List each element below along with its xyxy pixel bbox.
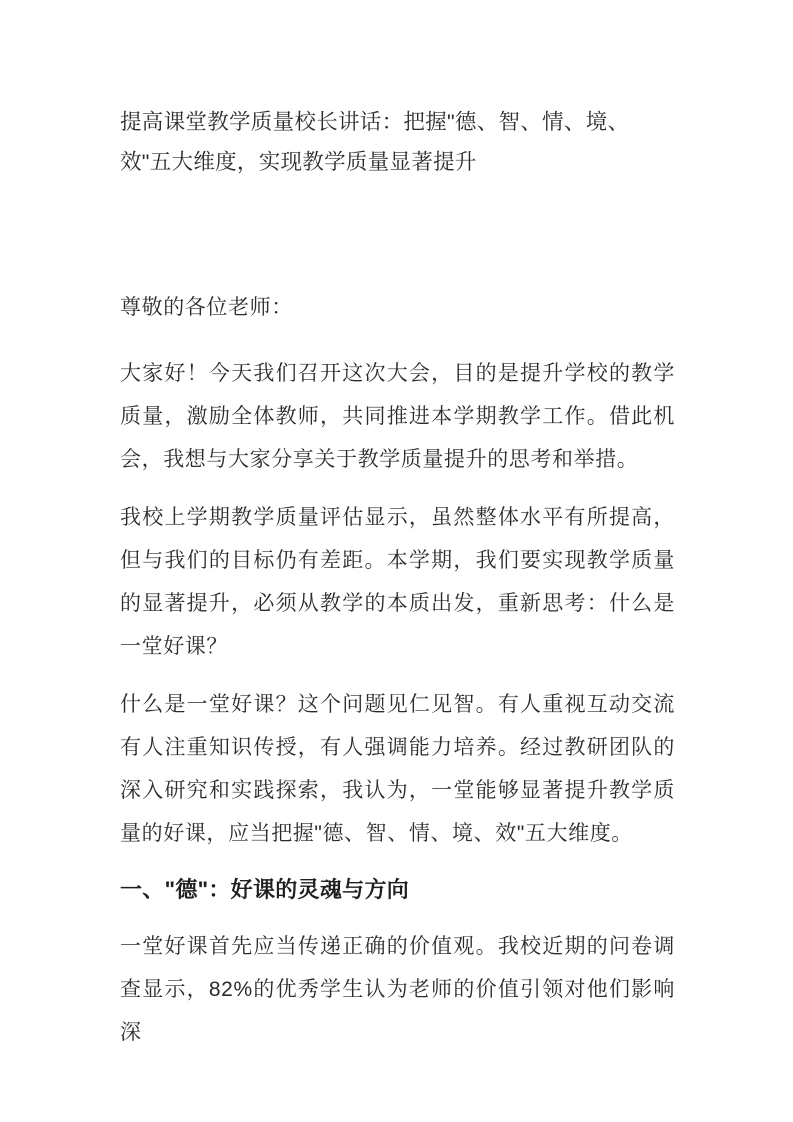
intro-paragraph-2: 我校上学期教学质量评估显示，虽然整体水平有所提高，但与我们的目标仍有差距。本学期，我们要实现教学质量的显著提升，必须从教学的本质出发，重新思考：什么是一堂好课？ bbox=[120, 506, 675, 658]
greeting-line: 尊敬的各位老师： bbox=[120, 296, 293, 319]
section-1-paragraph-1: 一堂好课首先应当传递正确的价值观。我校近期的问卷调查显示，82%的优秀学生认为老师的价值引领对他们影响深 bbox=[120, 935, 675, 1044]
section-heading-1: 一、"德"：好课的灵魂与方向 bbox=[120, 877, 410, 902]
intro-paragraph-1: 大家好！今天我们召开这次大会，目的是提升学校的教学质量，激励全体教师，共同推进本学期教学工作。借此机会，我想与大家分享关于教学质量提升的思考和举措。 bbox=[120, 362, 675, 471]
document-title: 提高课堂教学质量校长讲话：把握"德、智、情、境、效"五大维度，实现教学质量显著提升 bbox=[120, 110, 630, 174]
intro-paragraph-3: 什么是一堂好课？这个问题见仁见智。有人重视互动交流有人注重知识传授，有人强调能力培养。经过教研团队的深入研究和实践探索，我认为，一堂能够显著提升教学质量的好课，应当把握"德、智、情、境、效"五大维度。 bbox=[120, 693, 675, 845]
